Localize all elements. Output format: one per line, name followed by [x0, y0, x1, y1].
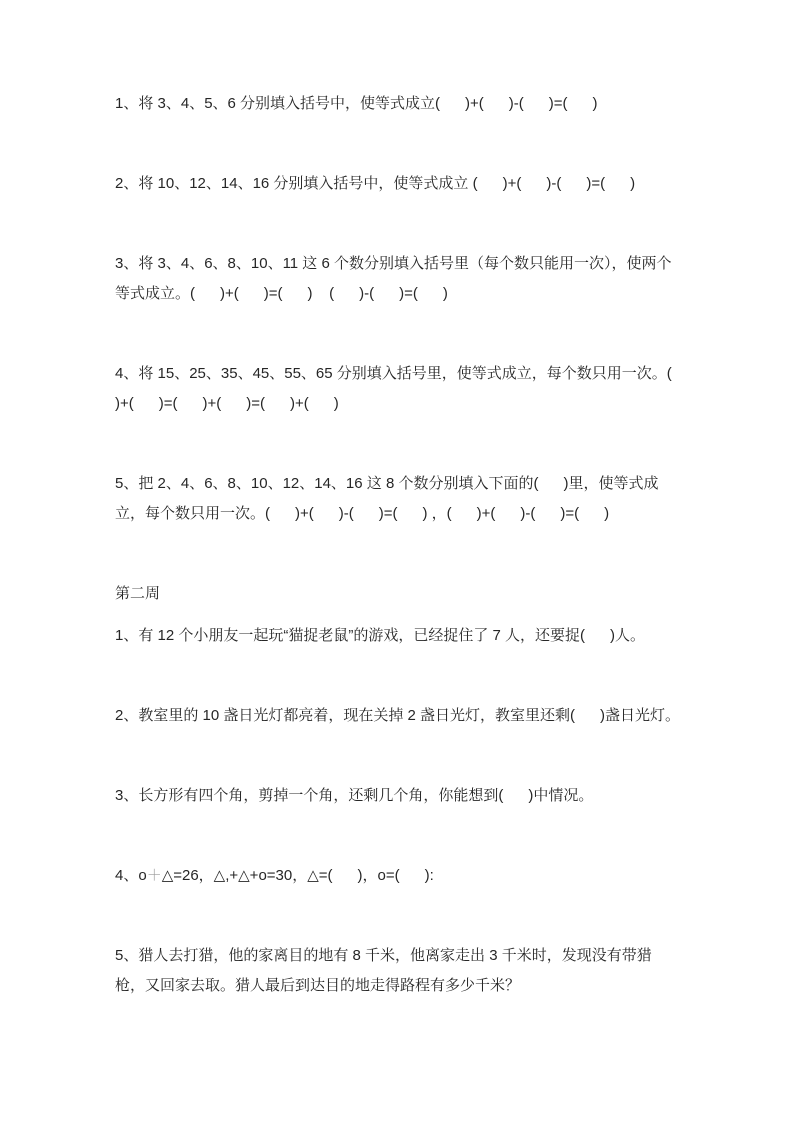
week1-problem-1: 1、将 3、4、5、6 分别填入括号中，使等式成立( )+( )-( )=( )	[115, 95, 598, 112]
week1-problem-2: 2、将 10、12、14、16 分别填入括号中，使等式成立 ( )+( )-( )=( )	[115, 175, 636, 192]
week1-problem-3: 3、将 3、4、6、8、10、11 这 6 个数分别填入括号里（每个数只能用一次），使两个等式成立。( )+( )=( ) ( )-( )=( )	[115, 255, 672, 302]
week2-problem-3: 3、长方形有四个角，剪掉一个角，还剩几个角，你能想到( )中情况。	[115, 787, 594, 804]
week2-problem-5: 5、猎人去打猎，他的家离目的地有 8 千米，他离家走出 3 千米时，发现没有带猎枪，又回家去取。猎人最后到达目的地走得路程有多少千米？	[115, 947, 652, 994]
week2-problem-4-prefix: 4、o	[115, 867, 147, 884]
week1-problem-5: 5、把 2、4、6、8、10、12、14、16 这 8 个数分别填入下面的( )里，使等式成立，每个数只用一次。( )+( )-( )=( ) ，( )+( )-( )=( )	[115, 475, 659, 522]
week2-problem-1: 1、有 12 个小朋友一起玩“猫捉老鼠”的游戏，已经捉住了 7 人，还要捉( )人。	[115, 627, 646, 644]
week1-problem-4: 4、将 15、25、35、45、55、65 分别填入括号里，使等式成立，每个数只用一次。( )+( )=( )+( )=( )+( )	[115, 365, 697, 412]
plus-sign: ＋	[146, 867, 162, 884]
week2-problem-4	[115, 861, 681, 891]
week2-problem-4-rest: △=26，△,+△+o=30，△=( )，o=( ):	[161, 867, 434, 884]
week2-section-heading: 第二周	[115, 585, 161, 602]
week2-problem-2: 2、教室里的 10 盏日光灯都亮着，现在关掉 2 盏日光灯，教室里还剩( )盏日光灯。	[115, 707, 681, 724]
